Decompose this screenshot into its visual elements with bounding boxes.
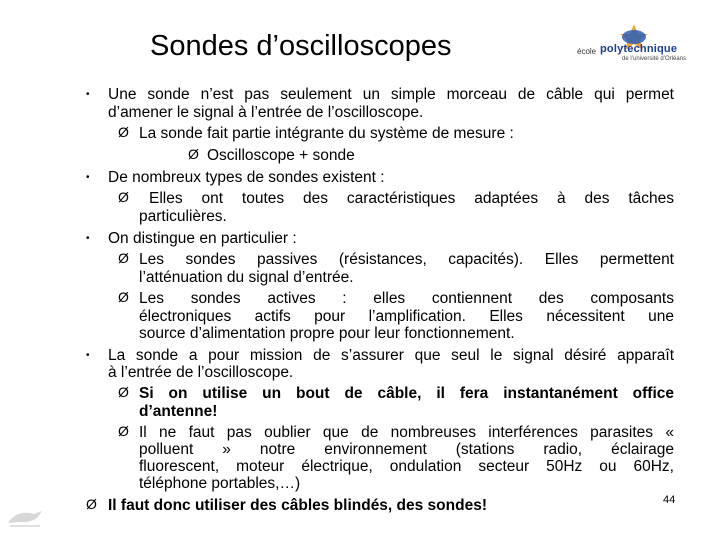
arrow-marker-icon: Ø bbox=[188, 146, 199, 162]
bullet-marker: • bbox=[86, 233, 90, 244]
arrow-marker-icon: Ø bbox=[118, 384, 129, 400]
body-line: l’atténuation du signal d’entrée. bbox=[139, 269, 354, 286]
body-line: Il faut donc utiliser des câbles blindés, des sondes! bbox=[108, 497, 487, 514]
arrow-marker-icon: Ø bbox=[118, 423, 129, 439]
bullet-marker: • bbox=[86, 350, 90, 361]
arrow-marker-icon: Ø bbox=[118, 250, 129, 266]
slide-title: Sondes d’oscilloscopes bbox=[150, 30, 452, 62]
body-line: Les sondes actives : elles contiennent des composants bbox=[139, 290, 674, 307]
arrow-marker-icon: Ø bbox=[118, 124, 129, 140]
body-line: Une sonde n’est pas seulement un simple morceau de câble qui permet bbox=[108, 86, 674, 103]
arrow-marker-icon: Ø bbox=[86, 496, 97, 512]
body-line: source d’alimentation propre pour leur fonctionnement. bbox=[139, 325, 515, 342]
arrow-marker-icon: Ø bbox=[118, 189, 129, 205]
body-line: fluorescent, moteur électrique, ondulation secteur 50Hz ou 60Hz, bbox=[139, 458, 674, 475]
body-line: d’amener le signal à l’entrée de l’oscilloscope. bbox=[108, 104, 424, 121]
bullet-marker: • bbox=[86, 89, 90, 100]
body-line: La sonde a pour mission de s’assurer que seul le signal désiré apparaît bbox=[108, 347, 674, 364]
body-line: électroniques actifs pour l’amplification. Elles nécessitent une bbox=[139, 308, 674, 325]
logo-ecole-text: école bbox=[577, 47, 597, 56]
body-line: d’antenne! bbox=[139, 403, 218, 420]
body-line: à l’entrée de l’oscilloscope. bbox=[108, 364, 294, 381]
body-line: Les sondes passives (résistances, capacités). Elles permettent bbox=[139, 251, 674, 268]
body-line: Il ne faut pas oublier que de nombreuses interférences parasites « bbox=[139, 424, 674, 441]
logo-brand-text: polytechnique bbox=[600, 43, 678, 55]
logo-university-text: de l’université d’Orléans bbox=[622, 56, 687, 62]
arrow-marker-icon: Ø bbox=[118, 289, 129, 305]
body-line: On distingue en particulier : bbox=[108, 230, 297, 247]
body-line: De nombreux types de sondes existent : bbox=[108, 169, 385, 186]
body-line: Oscilloscope + sonde bbox=[207, 147, 355, 164]
bullet-marker: • bbox=[86, 172, 90, 183]
body-line: La sonde fait partie intégrante du système de mesure : bbox=[139, 125, 514, 142]
body-line: polluent » notre environnement (stations radio, éclairage bbox=[139, 441, 674, 458]
body-line: Si on utilise un bout de câble, il fera instantanément office bbox=[139, 385, 674, 402]
page-number: 44 bbox=[663, 494, 676, 506]
body-line: particulières. bbox=[139, 208, 227, 225]
body-line: Elles ont toutes des caractéristiques adaptées à des tâches bbox=[149, 190, 674, 207]
footer-logo-icon bbox=[4, 505, 48, 531]
body-line: téléphone portables,…) bbox=[139, 475, 301, 492]
